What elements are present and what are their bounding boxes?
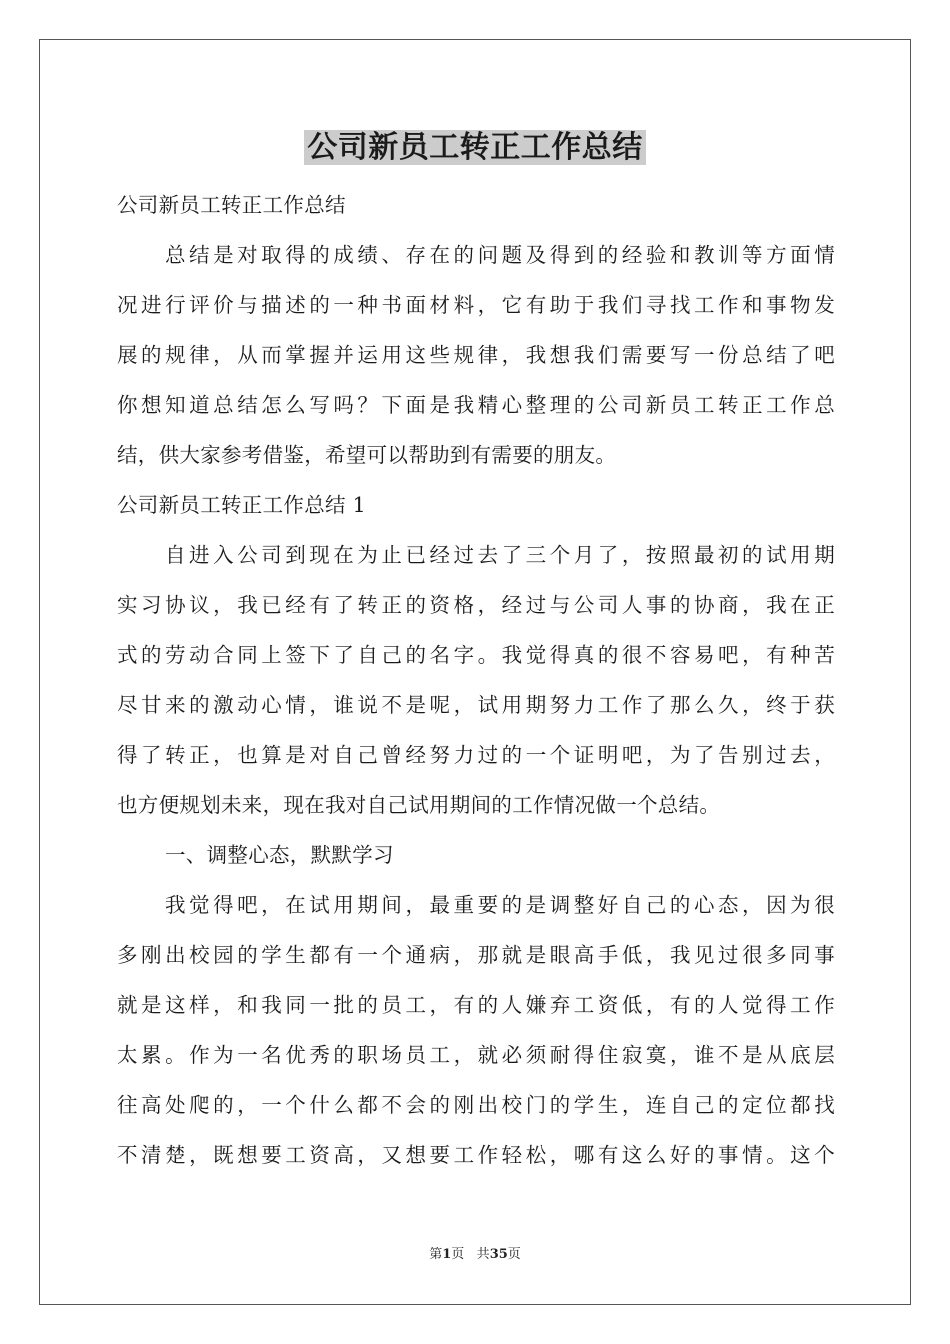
paragraph-line: 你想知道总结怎么写吗？下面是我精心整理的公司新员工转正工作总: [117, 393, 835, 417]
paragraph-line: 也方便规划未来，现在我对自己试用期间的工作情况做一个总结。: [117, 793, 721, 817]
page-footer: [0, 1245, 950, 1265]
paragraph-line: 实习协议，我已经有了转正的资格，经过与公司人事的协商，我在正: [117, 593, 835, 617]
total-suffix: 页: [507, 1247, 521, 1262]
paragraph-line: 往高处爬的，一个什么都不会的刚出校门的学生，连自己的定位都找: [117, 1093, 835, 1117]
paragraph-line: 我觉得吧，在试用期间，最重要的是调整好自己的心态，因为很: [165, 893, 835, 917]
document-title-text: 公司新员工转正工作总结: [304, 130, 646, 165]
paragraph-line: 总结是对取得的成绩、存在的问题及得到的经验和教训等方面情: [165, 243, 835, 267]
total-prefix: 共: [476, 1247, 490, 1262]
paragraph-line: 展的规律，从而掌握并运用这些规律，我想我们需要写一份总结了吧: [117, 343, 835, 367]
paragraph-line: 结，供大家参考借鉴，希望可以帮助到有需要的朋友。: [117, 443, 617, 467]
page-prefix: 第: [429, 1247, 443, 1262]
paragraph-line: 就是这样，和我同一批的员工，有的人嫌弃工资低，有的人觉得工作: [117, 993, 835, 1017]
paragraph-line: 况进行评价与描述的一种书面材料，它有助于我们寻找工作和事物发: [117, 293, 835, 317]
paragraph-line: 自进入公司到现在为止已经过去了三个月了，按照最初的试用期: [165, 543, 835, 567]
paragraph-line: 得了转正，也算是对自己曾经努力过的一个证明吧，为了告别过去，: [117, 743, 835, 767]
section-heading: 公司新员工转正工作总结 1: [117, 493, 366, 517]
document-body: [117, 180, 835, 1180]
page-suffix: 页: [451, 1247, 465, 1262]
page-total: 35: [489, 1247, 508, 1262]
paragraph-line: 多刚出校园的学生都有一个通病，那就是眼高手低，我见过很多同事: [117, 943, 835, 967]
paragraph-line: 式的劳动合同上签下了自己的名字。我觉得真的很不容易吧，有种苦: [117, 643, 835, 667]
page-current: 1: [442, 1247, 452, 1262]
document-title: [0, 126, 950, 170]
paragraph-line: 尽甘来的激动心情，谁说不是呢，试用期努力工作了那么久，终于获: [117, 693, 835, 717]
subtitle-line: 公司新员工转正工作总结: [117, 193, 346, 217]
subsection-heading: 一、调整心态，默默学习: [165, 843, 394, 867]
paragraph-line: 太累。作为一名优秀的职场员工，就必须耐得住寂寞，谁不是从底层: [117, 1043, 835, 1067]
paragraph-line: 不清楚，既想要工资高，又想要工作轻松，哪有这么好的事情。这个: [117, 1143, 835, 1167]
